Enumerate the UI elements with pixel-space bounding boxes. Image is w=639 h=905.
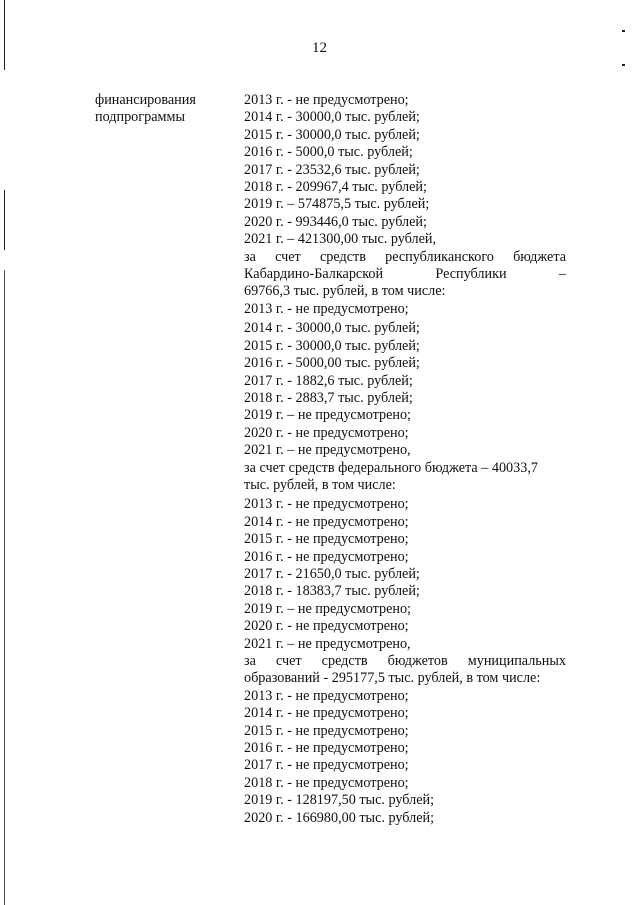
republic-budget-heading: за счет средств республиканского бюджета — [244, 248, 566, 265]
republic-year-line: 2014 г. - 30000,0 тыс. рублей; — [244, 320, 420, 337]
federal-year-line: 2014 г. - не предусмотрено; — [244, 513, 409, 530]
federal-year-line: 2021 г. – не предусмотрено, — [244, 635, 411, 652]
federal-year-line: 2017 г. - 21650,0 тыс. рублей; — [244, 565, 420, 582]
total-year-line: 2018 г. - 209967,4 тыс. рублей; — [244, 179, 427, 196]
republic-year-line: 2017 г. - 1882,6 тыс. рублей; — [244, 372, 413, 389]
row-label-line: подпрограммы — [95, 109, 185, 126]
republic-year-line: 2016 г. - 5000,00 тыс. рублей; — [244, 355, 420, 372]
scan-edge-mark-left-lower — [4, 270, 5, 905]
total-year-line: 2016 г. - 5000,0 тыс. рублей; — [244, 144, 413, 161]
total-year-line: 2013 г. - не предусмотрено; — [244, 92, 409, 108]
republic-year-line: 2015 г. - 30000,0 тыс. рублей; — [244, 337, 420, 354]
scan-dot-top-right — [622, 30, 625, 32]
municipal-year-line: 2016 г. - не предусмотрено; — [244, 740, 409, 757]
republic-year-line: 2020 г. - не предусмотрено; — [244, 424, 409, 441]
page-number: 12 — [312, 40, 327, 56]
row-label-line: финансирования — [95, 92, 196, 108]
row-label — [95, 92, 235, 127]
municipal-budget-heading: образований - 295177,5 тыс. рублей, в том числе: — [244, 670, 541, 687]
scan-dot-right — [622, 64, 625, 66]
total-year-line: 2019 г. – 574875,5 тыс. рублей; — [244, 196, 430, 213]
municipal-year-line: 2013 г. - не предусмотрено; — [244, 687, 409, 704]
republic-year-line: 2019 г. – не предусмотрено; — [244, 407, 411, 424]
federal-year-line: 2018 г. - 18383,7 тыс. рублей; — [244, 583, 420, 600]
republic-budget-section — [244, 249, 566, 460]
total-year-line: 2020 г. - 993446,0 тыс. рублей; — [244, 213, 427, 230]
total-year-line: 2017 г. - 23532,6 тыс. рублей; — [244, 161, 420, 178]
federal-budget-section — [244, 460, 566, 653]
republic-year-line: 2013 г. - не предусмотрено; — [244, 300, 409, 317]
republic-budget-heading: Кабардино-Балкарской Республики – — [244, 266, 566, 283]
municipal-year-line: 2020 г. - 166980,00 тыс. рублей; — [244, 809, 435, 826]
financing-details — [244, 92, 566, 827]
republic-budget-heading: 69766,3 тыс. рублей, в том числе: — [244, 283, 446, 300]
federal-year-line: 2015 г. - не предусмотрено; — [244, 531, 409, 548]
scan-edge-mark-top-left — [4, 0, 5, 70]
municipal-year-line: 2019 г. - 128197,50 тыс. рублей; — [244, 792, 435, 809]
federal-year-line: 2019 г. – не предусмотрено; — [244, 600, 411, 617]
republic-year-line: 2021 г. – не предусмотрено, — [244, 442, 411, 459]
total-year-line: 2015 г. - 30000,0 тыс. рублей; — [244, 126, 420, 143]
federal-budget-heading: тыс. рублей, в том числе: — [244, 476, 396, 493]
municipal-year-line: 2017 г. - не предусмотрено; — [244, 757, 409, 774]
federal-year-line: 2016 г. - не предусмотрено; — [244, 548, 409, 565]
scan-edge-mark-left — [4, 190, 5, 250]
federal-year-line: 2020 г. - не предусмотрено; — [244, 618, 409, 635]
federal-year-line: 2013 г. - не предусмотрено; — [244, 496, 409, 513]
total-financing-list — [244, 92, 566, 249]
municipal-year-line: 2015 г. - не предусмотрено; — [244, 722, 409, 739]
total-year-line: 2021 г. – 421300,00 тыс. рублей, — [244, 231, 437, 248]
republic-year-line: 2018 г. - 2883,7 тыс. рублей; — [244, 389, 413, 406]
municipal-year-line: 2018 г. - не предусмотрено; — [244, 774, 409, 791]
municipal-budget-heading: за счет средств бюджетов муниципальных — [244, 653, 566, 669]
federal-budget-heading: за счет средств федерального бюджета – 40033,7 — [244, 459, 538, 476]
total-year-line: 2014 г. - 30000,0 тыс. рублей; — [244, 109, 420, 126]
municipal-year-line: 2014 г. - не предусмотрено; — [244, 705, 409, 722]
municipal-budget-section — [244, 653, 566, 827]
